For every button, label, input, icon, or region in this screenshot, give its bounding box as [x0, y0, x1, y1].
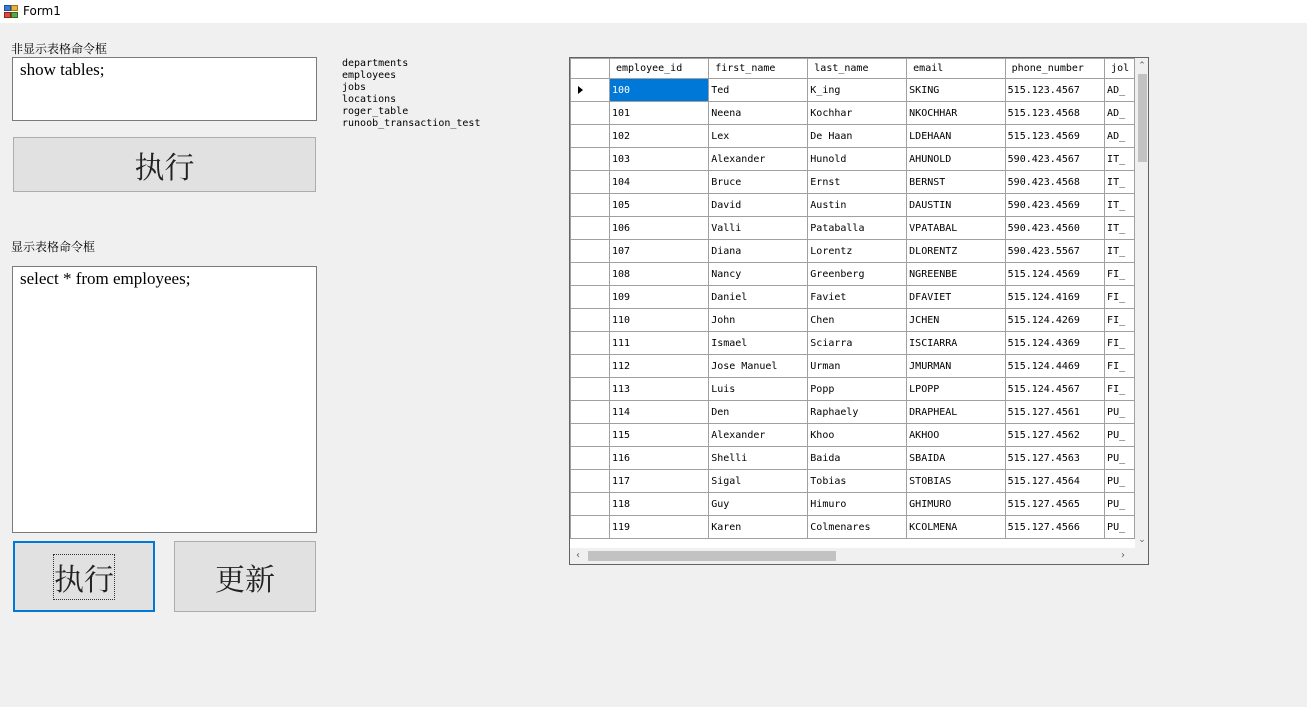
table-cell[interactable]: 109	[610, 286, 709, 309]
table-cell[interactable]: David	[709, 194, 808, 217]
table-cell[interactable]: IT_	[1105, 240, 1135, 263]
table-cell[interactable]: IT_	[1105, 171, 1135, 194]
table-row[interactable]	[571, 148, 1135, 171]
table-cell[interactable]: FI_	[1105, 263, 1135, 286]
table-cell[interactable]: 515.124.4369	[1005, 332, 1104, 355]
table-cell[interactable]: 118	[610, 493, 709, 516]
table-cell[interactable]: AD_	[1105, 125, 1135, 148]
table-cell[interactable]: Popp	[808, 378, 907, 401]
table-cell[interactable]: 104	[610, 171, 709, 194]
table-cell[interactable]: 590.423.4567	[1005, 148, 1104, 171]
table-cell[interactable]: 114	[610, 401, 709, 424]
table-cell[interactable]: 106	[610, 217, 709, 240]
table-cell[interactable]: PU_	[1105, 424, 1135, 447]
table-cell[interactable]: Karen	[709, 516, 808, 539]
table-cell[interactable]: 107	[610, 240, 709, 263]
table-cell[interactable]: 115	[610, 424, 709, 447]
table-cell[interactable]: 590.423.4569	[1005, 194, 1104, 217]
table-cell[interactable]: Faviet	[808, 286, 907, 309]
table-cell[interactable]: JMURMAN	[907, 355, 1006, 378]
table-cell[interactable]: Alexander	[709, 424, 808, 447]
table-cell[interactable]: Sigal	[709, 470, 808, 493]
table-cell[interactable]: NGREENBE	[907, 263, 1006, 286]
table-cell[interactable]: Shelli	[709, 447, 808, 470]
table-name-item: departments	[342, 58, 409, 69]
vertical-scrollbar[interactable]	[1135, 58, 1149, 548]
table-cell[interactable]: Luis	[709, 378, 808, 401]
data-table	[570, 58, 1135, 539]
table-cell[interactable]: JCHEN	[907, 309, 1006, 332]
table-cell[interactable]: IT_	[1105, 217, 1135, 240]
table-cell[interactable]: IT_	[1105, 194, 1135, 217]
table-cell[interactable]: 515.127.4566	[1005, 516, 1104, 539]
table-row[interactable]	[571, 355, 1135, 378]
table-cell[interactable]: 515.127.4563	[1005, 447, 1104, 470]
table-cell[interactable]: De Haan	[808, 125, 907, 148]
table-cell[interactable]: Lorentz	[808, 240, 907, 263]
column-header-phone-number[interactable]: phone_number	[1005, 59, 1104, 79]
table-row[interactable]	[571, 240, 1135, 263]
table-cell[interactable]: KCOLMENA	[907, 516, 1006, 539]
table-cell[interactable]: Himuro	[808, 493, 907, 516]
title-bar	[0, 0, 1307, 23]
table-cell[interactable]: 515.127.4565	[1005, 493, 1104, 516]
grid-corner-header[interactable]	[571, 59, 610, 79]
row-header[interactable]	[571, 171, 610, 194]
table-cell[interactable]: 111	[610, 332, 709, 355]
row-header[interactable]	[571, 217, 610, 240]
lower-command-input[interactable]: select * from employees;	[12, 266, 317, 533]
table-cell[interactable]: AD_	[1105, 79, 1135, 102]
table-cell[interactable]: PU_	[1105, 470, 1135, 493]
table-row[interactable]	[571, 332, 1135, 355]
table-cell[interactable]: PU_	[1105, 401, 1135, 424]
table-cell[interactable]: Kochhar	[808, 102, 907, 125]
scroll-right-icon[interactable]: ›	[1121, 550, 1125, 561]
row-header[interactable]	[571, 79, 610, 102]
table-cell[interactable]: 119	[610, 516, 709, 539]
table-row[interactable]	[571, 125, 1135, 148]
table-cell[interactable]: Hunold	[808, 148, 907, 171]
table-cell[interactable]: Sciarra	[808, 332, 907, 355]
table-cell[interactable]: PU_	[1105, 493, 1135, 516]
lower-execute-label: 执行	[54, 555, 114, 599]
table-cell[interactable]: SKING	[907, 79, 1006, 102]
table-cell[interactable]: 515.123.4569	[1005, 125, 1104, 148]
table-row[interactable]	[571, 217, 1135, 240]
table-cell[interactable]: 590.423.4568	[1005, 171, 1104, 194]
table-cell[interactable]: PU_	[1105, 447, 1135, 470]
table-name-item: employees	[342, 70, 397, 81]
table-cell[interactable]: NKOCHHAR	[907, 102, 1006, 125]
table-row[interactable]	[571, 79, 1135, 102]
table-row[interactable]	[571, 447, 1135, 470]
table-cell[interactable]: SBAIDA	[907, 447, 1006, 470]
table-cell[interactable]: IT_	[1105, 148, 1135, 171]
table-row[interactable]	[571, 171, 1135, 194]
table-cell[interactable]: FI_	[1105, 378, 1135, 401]
table-cell[interactable]: Urman	[808, 355, 907, 378]
update-button[interactable]	[174, 541, 316, 612]
table-cell[interactable]: 101	[610, 102, 709, 125]
table-cell[interactable]: LPOPP	[907, 378, 1006, 401]
scroll-corner	[1135, 548, 1149, 564]
table-cell[interactable]: Chen	[808, 309, 907, 332]
table-cell[interactable]: Pataballa	[808, 217, 907, 240]
table-cell[interactable]: PU_	[1105, 516, 1135, 539]
row-header[interactable]	[571, 102, 610, 125]
table-cell[interactable]: AHUNOLD	[907, 148, 1006, 171]
row-header[interactable]	[571, 332, 610, 355]
row-header[interactable]	[571, 424, 610, 447]
table-cell[interactable]: 515.123.4568	[1005, 102, 1104, 125]
table-cell[interactable]: 113	[610, 378, 709, 401]
row-header[interactable]	[571, 447, 610, 470]
row-header[interactable]	[571, 470, 610, 493]
row-header[interactable]	[571, 286, 610, 309]
table-cell[interactable]: 515.127.4564	[1005, 470, 1104, 493]
table-cell[interactable]: Diana	[709, 240, 808, 263]
tables-list-output	[342, 58, 480, 130]
table-cell[interactable]: Colmenares	[808, 516, 907, 539]
table-row[interactable]	[571, 309, 1135, 332]
table-cell[interactable]: Alexander	[709, 148, 808, 171]
row-header[interactable]	[571, 148, 610, 171]
table-cell[interactable]: Neena	[709, 102, 808, 125]
column-header-employee-id[interactable]: employee_id	[610, 59, 709, 79]
employees-data-grid[interactable]	[569, 57, 1149, 565]
table-cell[interactable]: John	[709, 309, 808, 332]
table-row[interactable]	[571, 470, 1135, 493]
table-cell[interactable]: Khoo	[808, 424, 907, 447]
table-cell[interactable]: 102	[610, 125, 709, 148]
table-cell[interactable]: FI_	[1105, 332, 1135, 355]
table-cell[interactable]: 515.124.4469	[1005, 355, 1104, 378]
row-header[interactable]	[571, 194, 610, 217]
table-cell[interactable]: AKHOO	[907, 424, 1006, 447]
table-cell[interactable]: 108	[610, 263, 709, 286]
upper-execute-button[interactable]	[13, 137, 316, 192]
table-cell[interactable]: FI_	[1105, 355, 1135, 378]
table-cell[interactable]: VPATABAL	[907, 217, 1006, 240]
table-cell[interactable]: K_ing	[808, 79, 907, 102]
table-cell[interactable]: 117	[610, 470, 709, 493]
row-header[interactable]	[571, 240, 610, 263]
vertical-scroll-thumb[interactable]	[1138, 74, 1147, 162]
table-row[interactable]	[571, 493, 1135, 516]
row-header[interactable]	[571, 378, 610, 401]
table-cell[interactable]: 515.123.4567	[1005, 79, 1104, 102]
row-header[interactable]	[571, 355, 610, 378]
table-cell[interactable]: STOBIAS	[907, 470, 1006, 493]
window-title: Form1	[23, 4, 61, 18]
horizontal-scroll-thumb[interactable]	[588, 551, 836, 561]
table-name-item: locations	[342, 94, 397, 105]
table-cell[interactable]: ISCIARRA	[907, 332, 1006, 355]
table-cell[interactable]: 590.423.4560	[1005, 217, 1104, 240]
horizontal-scrollbar[interactable]	[570, 548, 1135, 564]
app-icon	[4, 5, 18, 18]
table-cell[interactable]: 590.423.5567	[1005, 240, 1104, 263]
table-cell[interactable]: 515.127.4561	[1005, 401, 1104, 424]
table-row[interactable]	[571, 401, 1135, 424]
table-cell[interactable]: Valli	[709, 217, 808, 240]
table-cell[interactable]: DAUSTIN	[907, 194, 1006, 217]
table-cell[interactable]: 105	[610, 194, 709, 217]
row-header[interactable]	[571, 125, 610, 148]
table-cell[interactable]: Ernst	[808, 171, 907, 194]
scroll-left-icon[interactable]: ‹	[576, 550, 580, 561]
table-cell[interactable]: 116	[610, 447, 709, 470]
table-row[interactable]	[571, 516, 1135, 539]
table-cell[interactable]: Austin	[808, 194, 907, 217]
table-row[interactable]	[571, 424, 1135, 447]
table-cell[interactable]: 515.124.4567	[1005, 378, 1104, 401]
table-cell[interactable]: Jose Manuel	[709, 355, 808, 378]
scroll-up-icon[interactable]: ⌃	[1138, 61, 1146, 71]
table-name-item: roger_table	[342, 106, 409, 117]
upper-command-input[interactable]: show tables;	[12, 57, 317, 121]
row-header[interactable]	[571, 401, 610, 424]
table-cell[interactable]: LDEHAAN	[907, 125, 1006, 148]
row-header[interactable]	[571, 516, 610, 539]
table-row[interactable]	[571, 263, 1135, 286]
table-cell[interactable]: AD_	[1105, 102, 1135, 125]
lower-execute-button[interactable]	[13, 541, 155, 612]
table-cell[interactable]: Tobias	[808, 470, 907, 493]
table-cell[interactable]: Raphaely	[808, 401, 907, 424]
column-header-email[interactable]: email	[907, 59, 1006, 79]
table-cell[interactable]: Bruce	[709, 171, 808, 194]
row-header[interactable]	[571, 309, 610, 332]
table-cell[interactable]: 515.127.4562	[1005, 424, 1104, 447]
upper-execute-label: 执行	[134, 150, 195, 186]
table-cell[interactable]: Baida	[808, 447, 907, 470]
update-label: 更新	[215, 562, 275, 598]
table-cell[interactable]: FI_	[1105, 286, 1135, 309]
table-cell[interactable]: Ismael	[709, 332, 808, 355]
table-cell[interactable]: Ted	[709, 79, 808, 102]
table-cell[interactable]: Den	[709, 401, 808, 424]
table-cell[interactable]: 515.124.4569	[1005, 263, 1104, 286]
table-cell[interactable]: FI_	[1105, 309, 1135, 332]
table-row[interactable]	[571, 194, 1135, 217]
table-cell[interactable]: 515.124.4269	[1005, 309, 1104, 332]
table-cell[interactable]: GHIMURO	[907, 493, 1006, 516]
table-cell[interactable]: BERNST	[907, 171, 1006, 194]
table-cell[interactable]: 110	[610, 309, 709, 332]
row-header[interactable]	[571, 493, 610, 516]
table-cell[interactable]: Greenberg	[808, 263, 907, 286]
column-header-first-name[interactable]: first_name	[709, 59, 808, 79]
table-cell[interactable]: Guy	[709, 493, 808, 516]
table-name-item: jobs	[342, 82, 367, 93]
table-cell[interactable]: 112	[610, 355, 709, 378]
column-header-jol[interactable]: jol	[1105, 59, 1135, 79]
table-cell[interactable]: DLORENTZ	[907, 240, 1006, 263]
table-cell[interactable]: 515.124.4169	[1005, 286, 1104, 309]
lower-command-label: 显示表格命令框	[11, 240, 96, 254]
table-cell[interactable]: 103	[610, 148, 709, 171]
table-row[interactable]	[571, 102, 1135, 125]
table-cell[interactable]: DFAVIET	[907, 286, 1006, 309]
table-cell[interactable]: Nancy	[709, 263, 808, 286]
scroll-down-icon[interactable]: ⌄	[1138, 535, 1146, 545]
table-row[interactable]	[571, 286, 1135, 309]
upper-command-label: 非显示表格命令框	[11, 42, 108, 56]
column-header-last-name[interactable]: last_name	[808, 59, 907, 79]
table-cell[interactable]: Daniel	[709, 286, 808, 309]
table-cell[interactable]: 100	[610, 79, 709, 102]
table-name-item: runoob_transaction_test	[342, 118, 481, 129]
table-cell[interactable]: Lex	[709, 125, 808, 148]
table-row[interactable]	[571, 378, 1135, 401]
row-header[interactable]	[571, 263, 610, 286]
table-cell[interactable]: DRAPHEAL	[907, 401, 1006, 424]
